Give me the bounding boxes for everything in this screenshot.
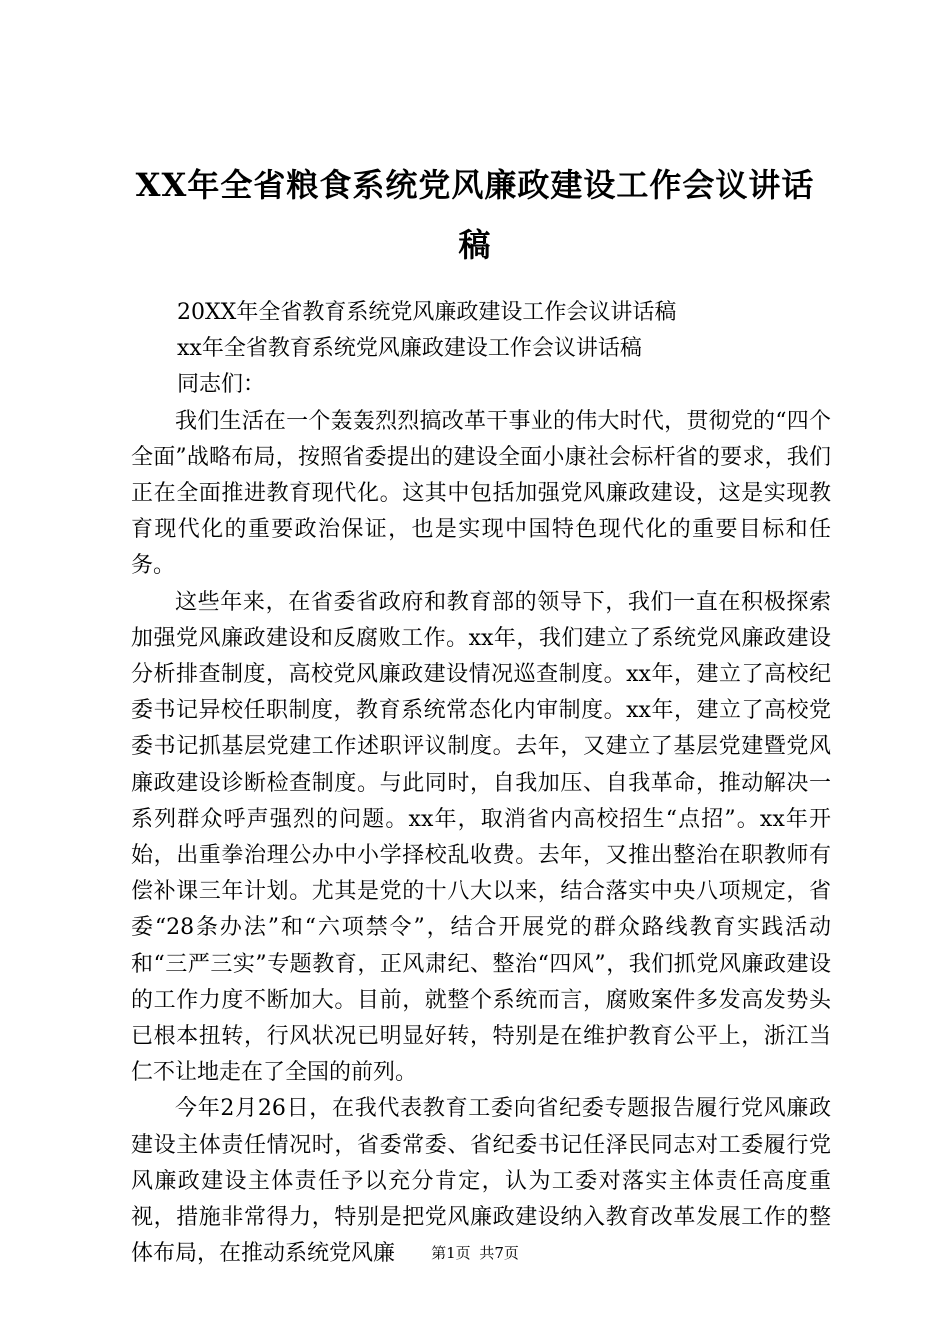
paragraph-3: 今年2月26日，在我代表教育工委向省纪委专题报告履行党风廉政建设主体责任情况时，省委常委、省纪委书记任泽民同志对工委履行党风廉政建设主体责任予以充分肯定，认为工委对落实主体责任高度重视，措施非常得力，特别是把党风廉政建设纳入教育改革发展工作的整体布局，在推动系统党风廉 bbox=[131, 1096, 831, 1267]
page-total: 共7页 bbox=[479, 1244, 519, 1262]
paragraph-1: 我们生活在一个轰轰烈烈搞改革干事业的伟大时代，贯彻党的“四个全面”战略布局，按照省委提出的建设全面小康社会标杆省的要求，我们正在全面推进教育现代化。这其中包括加强党风廉政建设，这是实现教育现代化的重要政治保证，也是实现中国特色现代化的重要目标和任务。 bbox=[131, 408, 831, 579]
salutation: 同志们： bbox=[177, 372, 266, 398]
page-footer bbox=[0, 1243, 950, 1263]
document-body bbox=[131, 295, 831, 1272]
subtitle-line-2: xx年全省教育系统党风廉政建设工作会议讲话稿 bbox=[177, 336, 642, 362]
document-title: XX年全省粮食系统党风廉政建设工作会议讲话稿 bbox=[135, 166, 815, 264]
paragraph-2: 这些年来，在省委省政府和教育部的领导下，我们一直在积极探索加强党风廉政建设和反腐败工作。xx年，我们建立了系统党风廉政建设分析排查制度，高校党风廉政建设情况巡查制度。xx年，建立了高校纪委书记异校任职制度，教育系统常态化内审制度。xx年，建立了高校党委书记抓基层党建工作述职评议制度。去年，又建立了基层党建暨党风廉政建设诊断检查制度。与此同时，自我加压、自我革命，推动解决一系列群众呼声强烈的问题。xx年，取消省内高校招生“点招”。xx年开始，出重拳治理公办中小学择校乱收费。去年，又推出整治在职教师有偿补课三年计划。尤其是党的十八大以来，结合落实中央八项规定，省委“28条办法”和“六项禁令”，结合开展党的群众路线教育实践活动和“三严三实”专题教育，正风肃纪、整治“四风”，我们抓党风廉政建设的工作力度不断加大。目前，就整个系统而言，腐败案件多发高发势头已根本扭转，行风状况已明显好转，特别是在维护教育公平上，浙江当仁不让地走在了全国的前列。 bbox=[131, 589, 831, 1086]
subtitle-line-1: 20XX年全省教育系统党风廉政建设工作会议讲话稿 bbox=[177, 300, 677, 325]
page-number: 第1页 bbox=[431, 1244, 471, 1262]
